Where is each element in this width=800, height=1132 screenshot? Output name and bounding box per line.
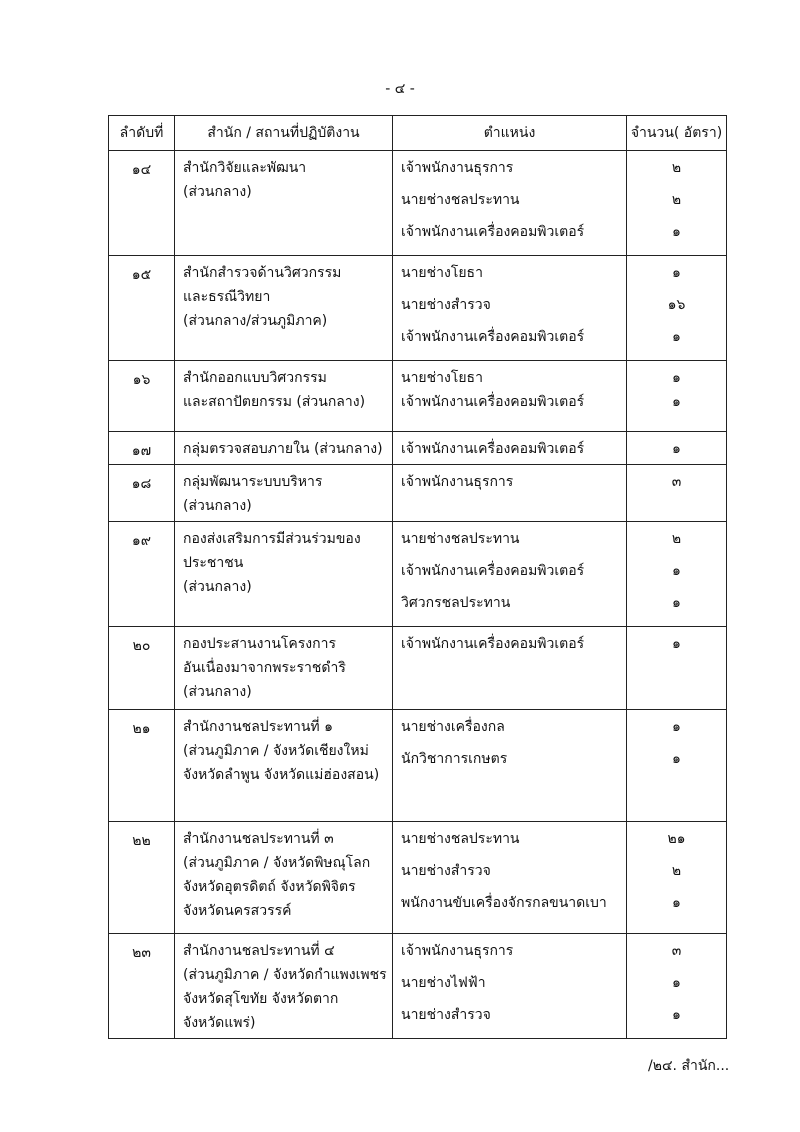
office-cell — [175, 934, 393, 1039]
position-title: เจ้าพนักงานเครื่องคอมพิวเตอร์ — [401, 329, 585, 345]
position-title: นายช่างโยธา — [401, 370, 483, 386]
count-cell — [627, 465, 727, 522]
office-cell — [175, 627, 393, 710]
count-cell — [627, 256, 727, 361]
position-title: เจ้าพนักงานเครื่องคอมพิวเตอร์ — [401, 636, 585, 652]
position-cell — [393, 710, 627, 822]
header-no: ลำดับที่ — [109, 116, 175, 151]
position-count: ๒๑ — [667, 831, 686, 847]
position-title: เจ้าพนักงานเครื่องคอมพิวเตอร์ — [401, 394, 585, 410]
office-line: กองประสานงานโครงการ — [183, 636, 336, 652]
count-cell — [627, 627, 727, 710]
position-count: ๑ — [672, 370, 681, 386]
office-cell — [175, 465, 393, 522]
header-position: ตำแหน่ง — [393, 116, 627, 151]
office-cell — [175, 710, 393, 822]
table-row — [109, 151, 727, 256]
office-line: กลุ่มพัฒนาระบบบริหาร — [183, 474, 323, 490]
position-cell — [393, 256, 627, 361]
table-body — [109, 151, 727, 1039]
office-line: สำนักงานชลประทานที่ ๑ — [183, 719, 333, 735]
office-line: กองส่งเสริมการมีส่วนร่วมของ — [183, 531, 361, 547]
position-count: ๑ — [672, 719, 681, 735]
office-line: (ส่วนภูมิภาค / จังหวัดกำแพงเพชร — [183, 967, 387, 983]
position-title: นายช่างสำรวจ — [401, 1007, 491, 1023]
header-count: จำนวน( อัตรา) — [627, 116, 727, 151]
position-count: ๒ — [671, 192, 682, 208]
count-cell — [627, 361, 727, 432]
office-line: สำนักงานชลประทานที่ ๔ — [183, 943, 335, 959]
row-number: ๒๒ — [109, 822, 175, 934]
position-title: เจ้าพนักงานธุรการ — [401, 943, 514, 959]
table-row — [109, 522, 727, 627]
row-number: ๒๐ — [109, 627, 175, 710]
office-cell — [175, 822, 393, 934]
office-line: และสถาปัตยกรรม (ส่วนกลาง) — [183, 394, 366, 410]
count-cell — [627, 710, 727, 822]
row-number: ๑๖ — [109, 361, 175, 432]
office-line: สำนักออกแบบวิศวกรรม — [183, 370, 327, 386]
office-line: จังหวัดแพร่) — [183, 1015, 256, 1031]
position-cell — [393, 465, 627, 522]
office-line: สำนักงานชลประทานที่ ๓ — [183, 831, 334, 847]
position-title: นายช่างสำรวจ — [401, 297, 491, 313]
position-title: วิศวกรชลประทาน — [401, 595, 511, 611]
count-cell — [627, 934, 727, 1039]
position-title: เจ้าพนักงานเครื่องคอมพิวเตอร์ — [401, 224, 585, 240]
position-count: ๑ — [672, 595, 681, 611]
office-line: และธรณีวิทยา — [183, 289, 271, 305]
table-row — [109, 465, 727, 522]
office-line: (ส่วนกลาง/ส่วนภูมิภาค) — [183, 313, 328, 329]
office-line: จังหวัดสุโขทัย จังหวัดตาก — [183, 991, 339, 1007]
position-title: เจ้าพนักงานเครื่องคอมพิวเตอร์ — [401, 563, 585, 579]
table-row — [109, 256, 727, 361]
office-line: (ส่วนกลาง) — [183, 498, 252, 514]
position-count: ๓ — [671, 943, 682, 959]
office-line: จังหวัดลำพูน จังหวัดแม่ฮ่องสอน) — [183, 767, 380, 783]
office-line: (ส่วนกลาง) — [183, 184, 252, 200]
position-count: ๑ — [672, 441, 681, 457]
count-cell — [627, 151, 727, 256]
count-cell — [627, 522, 727, 627]
office-cell — [175, 151, 393, 256]
table-row — [109, 822, 727, 934]
position-cell — [393, 361, 627, 432]
staff-allocation-table — [108, 115, 727, 1039]
position-cell — [393, 432, 627, 465]
header-office: สำนัก / สถานที่ปฏิบัติงาน — [175, 116, 393, 151]
position-count: ๑ — [672, 975, 681, 991]
office-cell — [175, 361, 393, 432]
position-title: นายช่างเครื่องกล — [401, 719, 505, 735]
position-title: นายช่างสำรวจ — [401, 863, 491, 879]
office-line: สำนักวิจัยและพัฒนา — [183, 160, 307, 176]
table-row — [109, 710, 727, 822]
position-title: นายช่างชลประทาน — [401, 531, 520, 547]
position-cell — [393, 934, 627, 1039]
table-row — [109, 361, 727, 432]
office-cell — [175, 432, 393, 465]
position-count: ๒ — [671, 160, 682, 176]
position-title: นักวิชาการเกษตร — [401, 751, 508, 767]
position-cell — [393, 822, 627, 934]
office-line: (ส่วนภูมิภาค / จังหวัดเชียงใหม่ — [183, 743, 369, 759]
row-number: ๑๔ — [109, 151, 175, 256]
position-title: นายช่างไฟฟ้า — [401, 975, 486, 991]
row-number: ๑๕ — [109, 256, 175, 361]
row-number: ๑๘ — [109, 465, 175, 522]
office-line: ประชาชน — [183, 555, 244, 571]
office-line: (ส่วนกลาง) — [183, 579, 252, 595]
table-header-row — [109, 116, 727, 151]
position-count: ๑ — [672, 751, 681, 767]
count-cell — [627, 822, 727, 934]
office-line: (ส่วนภูมิภาค / จังหวัดพิษณุโลก — [183, 855, 371, 871]
table-row — [109, 627, 727, 710]
page-number: - ๔ - — [385, 81, 415, 97]
position-count: ๑ — [672, 1007, 681, 1023]
office-line: สำนักสำรวจด้านวิศวกรรม — [183, 265, 342, 281]
office-line: จังหวัดอุตรดิตถ์ จังหวัดพิจิตร — [183, 879, 356, 895]
position-count: ๑ — [672, 394, 681, 410]
position-title: นายช่างชลประทาน — [401, 192, 520, 208]
position-count: ๑ — [672, 895, 681, 911]
count-cell — [627, 432, 727, 465]
position-count: ๑ — [672, 563, 681, 579]
office-line: (ส่วนกลาง) — [183, 684, 252, 700]
position-title: นายช่างโยธา — [401, 265, 483, 281]
office-cell — [175, 522, 393, 627]
position-count: ๑ — [672, 329, 681, 345]
office-cell — [175, 256, 393, 361]
position-count: ๒ — [671, 863, 682, 879]
position-count: ๓ — [671, 474, 682, 490]
position-cell — [393, 522, 627, 627]
position-title: เจ้าพนักงานธุรการ — [401, 474, 514, 490]
continuation-note: /๒๔. สำนัก... — [648, 1058, 730, 1074]
row-number: ๑๙ — [109, 522, 175, 627]
row-number: ๒๓ — [109, 934, 175, 1039]
position-count: ๑๖ — [667, 297, 686, 313]
table-row — [109, 934, 727, 1039]
office-line: กลุ่มตรวจสอบภายใน (ส่วนกลาง) — [183, 441, 383, 457]
position-title: เจ้าพนักงานเครื่องคอมพิวเตอร์ — [401, 441, 585, 457]
position-count: ๒ — [671, 531, 682, 547]
office-line: จังหวัดนครสวรรค์ — [183, 903, 292, 919]
row-number: ๒๑ — [109, 710, 175, 822]
position-count: ๑ — [672, 265, 681, 281]
position-cell — [393, 151, 627, 256]
position-title: พนักงานขับเครื่องจักรกลขนาดเบา — [401, 895, 607, 911]
position-cell — [393, 627, 627, 710]
office-line: อันเนื่องมาจากพระราชดำริ — [183, 660, 346, 676]
position-title: เจ้าพนักงานธุรการ — [401, 160, 514, 176]
row-number: ๑๗ — [109, 432, 175, 465]
table-row — [109, 432, 727, 465]
position-count: ๑ — [672, 224, 681, 240]
position-count: ๑ — [672, 636, 681, 652]
position-title: นายช่างชลประทาน — [401, 831, 520, 847]
